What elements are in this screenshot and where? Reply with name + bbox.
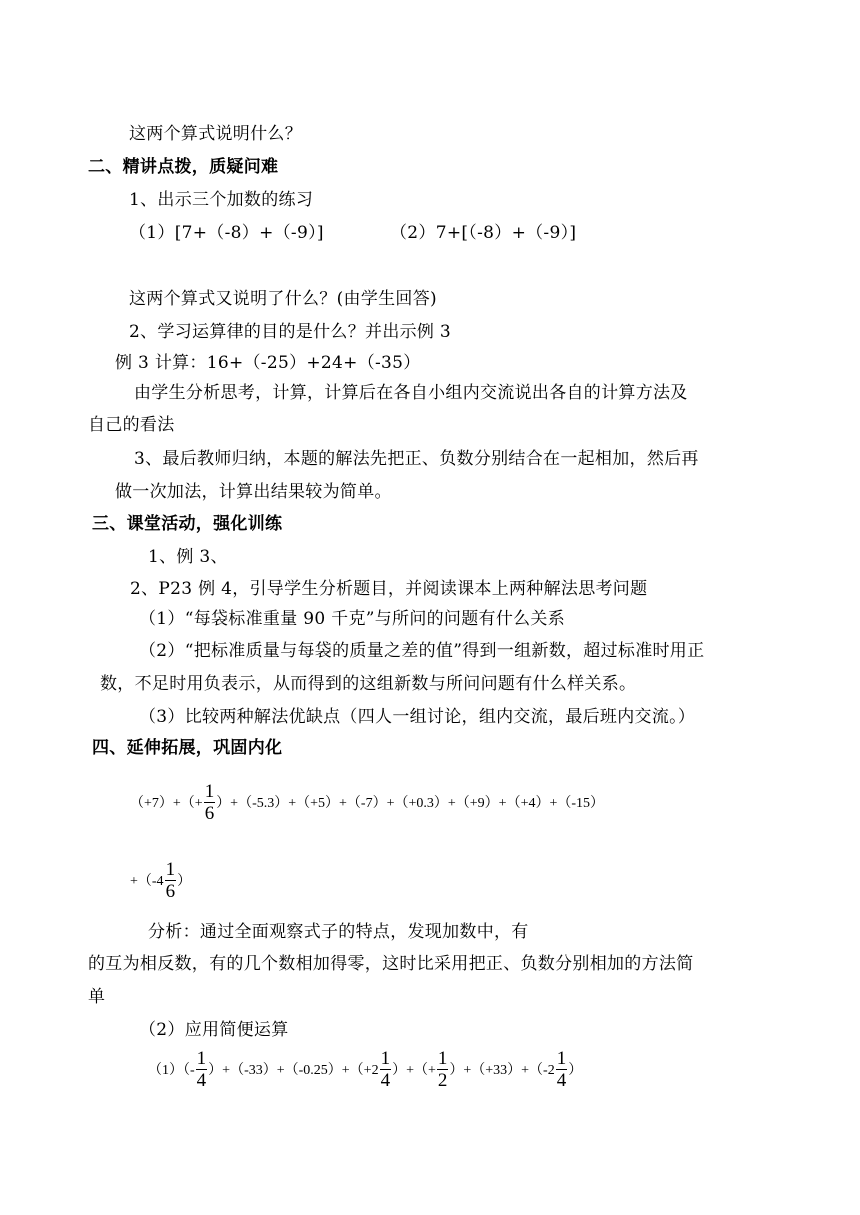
expr-text: ）+（-33）+（-0.25）+（+2	[208, 1063, 379, 1078]
numerator: 1	[556, 1047, 567, 1069]
math-expression	[148, 1044, 582, 1094]
text-line: 单	[88, 987, 106, 1007]
text-line: （2）“把标准质量与每袋的质量之差的值”得到一组新数，超过标准时用正	[139, 641, 705, 661]
text-line: 3、最后教师归纳，本题的解法先把正、负数分别结合在一起相加，然后再	[134, 449, 699, 469]
section-heading: 四、延伸拓展，巩固内化	[92, 738, 283, 758]
numerator: 1	[380, 1047, 391, 1069]
expr-text: ）	[177, 874, 192, 889]
numerator: 1	[437, 1047, 448, 1069]
expr-text: （+7）+（+	[130, 796, 203, 811]
expr-text: +（-4	[130, 874, 164, 889]
math-expression	[130, 855, 191, 905]
numerator: 1	[165, 858, 176, 880]
section-heading: 二、精讲点拨，质疑问难	[88, 157, 279, 177]
text-line: （3）比较两种解法优缺点（四人一组讨论，组内交流，最后班内交流。）	[139, 707, 696, 727]
text-line: 这两个算式又说明了什么？(由学生回答)	[129, 289, 437, 309]
denominator: 2	[437, 1069, 448, 1091]
fraction	[196, 1048, 208, 1091]
text-line: 做一次加法，计算出结果较为简单。	[115, 482, 392, 502]
text-line: 自己的看法	[88, 415, 175, 435]
text-line: 1、出示三个加数的练习	[129, 190, 314, 210]
text-line: 1、例 3、	[148, 547, 228, 567]
text-line: 分析：通过全面观察式子的特点，发现加数中，有	[148, 922, 529, 942]
denominator: 6	[165, 880, 176, 902]
expr-text: （1）（-	[148, 1063, 195, 1078]
denominator: 4	[196, 1069, 207, 1091]
text-line: 这两个算式说明什么？	[129, 124, 302, 144]
text-line: 的互为相反数，有的几个数相加得零，这时比采用把正、负数分别相加的方法简	[88, 954, 694, 974]
text-line: （1）“每袋标准重量 90 千克”与所问的问题有什么关系	[139, 609, 566, 629]
fraction	[165, 859, 177, 902]
text-line: （1）[7+（-8）+（-9）]	[129, 223, 324, 243]
numerator: 1	[196, 1047, 207, 1069]
expr-text: ）+（+	[392, 1063, 436, 1078]
text-line: （2）7+[（-8）+（-9）]	[390, 223, 577, 243]
denominator: 4	[556, 1069, 567, 1091]
expr-text: ）	[568, 1063, 583, 1078]
text-line: 数，不足时用负表示，从而得到的这组新数与所问问题有什么样关系。	[100, 674, 637, 694]
fraction	[204, 781, 216, 824]
text-line: 2、P23 例 4，引导学生分析题目，并阅读课本上两种解法思考问题	[130, 579, 648, 599]
numerator: 1	[204, 780, 215, 802]
fraction	[437, 1048, 449, 1091]
text-line: 2、学习运算律的目的是什么？并出示例 3	[129, 322, 452, 342]
denominator: 4	[380, 1069, 391, 1091]
fraction	[556, 1048, 568, 1091]
math-expression	[130, 777, 604, 827]
expr-text: ）+（-5.3）+（+5）+（-7）+（+0.3）+（+9）+（+4）+（-15）	[216, 796, 605, 811]
fraction	[380, 1048, 392, 1091]
text-line: 例 3 计算：16+（-25）+24+（-35）	[115, 353, 421, 373]
expr-text: ）+（+33）+（-2	[449, 1063, 555, 1078]
denominator: 6	[204, 802, 215, 824]
text-line: （2）应用简便运算	[139, 1020, 289, 1040]
section-heading: 三、课堂活动，强化训练	[92, 514, 283, 534]
text-line: 由学生分析思考，计算，计算后在各自小组内交流说出各自的计算方法及	[134, 383, 688, 403]
